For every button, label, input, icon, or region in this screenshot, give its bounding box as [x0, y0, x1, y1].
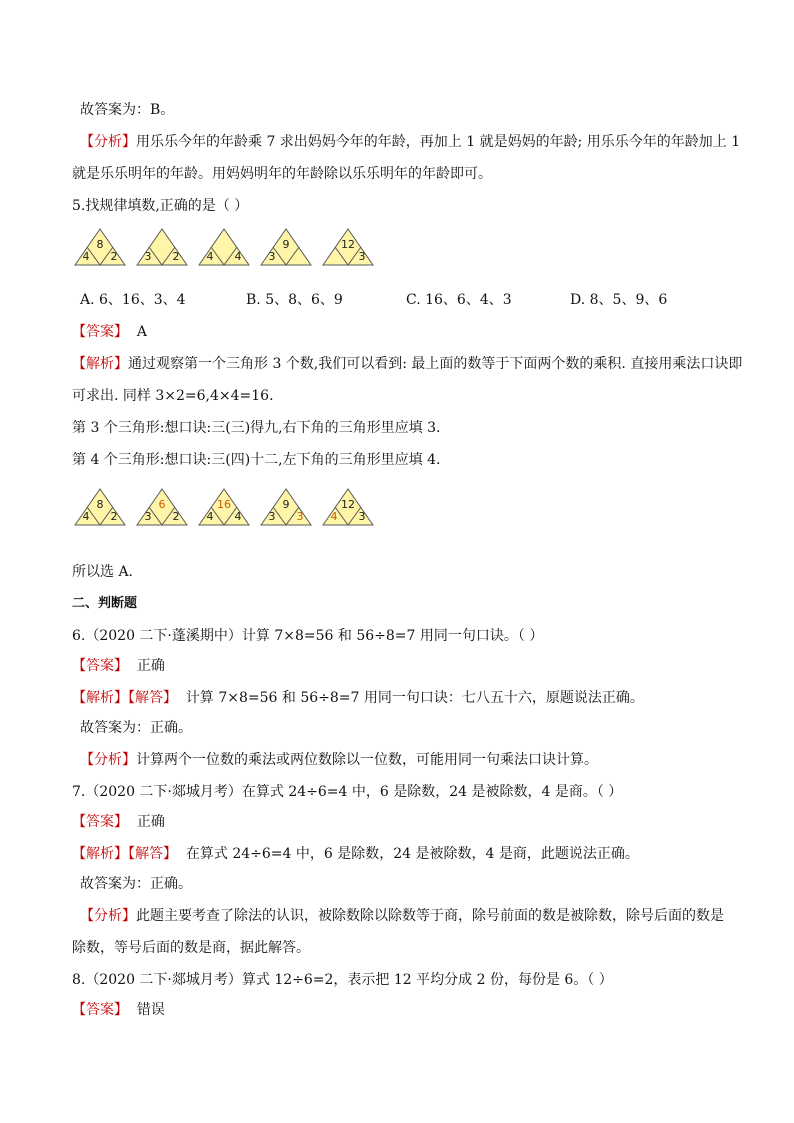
triangle-right-number: 4 — [234, 250, 242, 263]
section-heading: 二、判断题 — [72, 596, 138, 611]
analysis-6 — [80, 750, 734, 770]
triangle-left-number: 4 — [206, 510, 214, 523]
explanation-5 — [72, 354, 743, 374]
question-triangles — [72, 228, 432, 274]
triangle-left-number: 3 — [144, 510, 152, 523]
triangle-left-number: 4 — [206, 250, 214, 263]
answer-line: 故答案为：正确。 — [80, 876, 192, 892]
triangle-right-number: 3 — [358, 510, 366, 523]
explanation-text: 通过观察第一个三角形 3 个数,我们可以看到: 最上面的数等于下面两个数的乘积. 直接用乘法口诀即 — [128, 356, 743, 372]
explanation-5-cont: 可求出. 同样 3×2=6,4×4=16. — [72, 388, 274, 404]
triangle-right-number: 2 — [172, 250, 180, 263]
question-7: 7.（2020 二下·郯城月考）在算式 24÷6=4 中，6 是除数，24 是被除数，4 是商。（ ） — [72, 784, 623, 800]
answer-triangles — [72, 488, 432, 534]
analysis-text: 此题主要考查了除法的认识，被除数除以除数等于商，除号前面的数是被除数，除号后面的数是 — [136, 908, 724, 924]
triangle-right-number: 4 — [234, 510, 242, 523]
option-d: D. 8、5、9、6 — [570, 292, 668, 308]
answer-line: 故答案为：B。 — [80, 102, 175, 118]
triangle-top-number: 12 — [341, 498, 355, 511]
analysis-tag: 【分析】 — [80, 752, 136, 768]
explanation-5-line4: 第 4 个三角形:想口诀:三(四)十二,左下角的三角形里应填 4. — [72, 452, 441, 468]
analysis-7 — [80, 906, 734, 926]
answer-8 — [72, 1000, 734, 1020]
question-8: 8.（2020 二下·郯城月考）算式 12÷6=2，表示把 12 平均分成 2 份，每份是 6。（ ） — [72, 972, 613, 988]
answer-tag: 【答案】 — [72, 814, 128, 830]
question-triangle-3 — [198, 228, 250, 266]
triangle-right-number: 2 — [110, 510, 118, 523]
explanation-text: 计算 7×8=56 和 56÷8=7 用同一句口诀：七八五十六，原题说法正确。 — [185, 690, 644, 706]
conclusion-5: 所以选 A. — [72, 564, 134, 580]
answer-value: A — [136, 324, 148, 340]
option-a: A. 6、16、3、4 — [80, 292, 186, 308]
analysis-tag: 【分析】 — [80, 134, 136, 150]
triangle-left-number: 3 — [268, 510, 276, 523]
triangle-left-number: 4 — [82, 250, 90, 263]
question-5: 5.找规律填数,正确的是（ ） — [72, 198, 249, 214]
triangle-left-number: 4 — [330, 510, 338, 523]
triangle-top-number: 12 — [341, 238, 355, 251]
analysis-7-cont: 除数，等号后面的数是商，据此解答。 — [72, 940, 310, 956]
explanation-tag: 【解析】【解答】 — [72, 690, 177, 706]
triangle-top-number: 8 — [96, 238, 104, 251]
triangle-right-number: 3 — [358, 250, 366, 263]
question-triangle-2 — [136, 228, 188, 266]
answer-line: 故答案为：正确。 — [80, 720, 192, 736]
triangle-top-number: 9 — [282, 498, 290, 511]
question-triangle-1 — [74, 228, 126, 266]
triangle-left-number: 3 — [144, 250, 152, 263]
triangle-top-number: 8 — [96, 498, 104, 511]
triangle-top-number: 16 — [217, 498, 231, 511]
answer-tag: 【答案】 — [72, 1002, 128, 1018]
explanation-tag: 【解析】 — [72, 356, 128, 372]
triangle-left-number: 4 — [82, 510, 90, 523]
answer-7 — [72, 812, 734, 832]
explanation-5-line3: 第 3 个三角形:想口诀:三(三)得九,右下角的三角形里应填 3. — [72, 420, 441, 436]
analysis-paragraph — [80, 132, 741, 152]
answer-5 — [72, 322, 734, 342]
answer-triangle-2 — [136, 488, 188, 526]
explanation-6 — [72, 688, 734, 708]
answer-value: 错误 — [136, 1002, 165, 1018]
triangle-right-number: 2 — [110, 250, 118, 263]
explanation-7 — [72, 844, 734, 864]
analysis-text: 计算两个一位数的乘法或两位数除以一位数，可能用同一句乘法口诀计算。 — [136, 752, 598, 768]
question-6: 6.（2020 二下·蓬溪期中）计算 7×8=56 和 56÷8=7 用同一句口诀。（ ） — [72, 628, 544, 644]
explanation-text: 在算式 24÷6=4 中，6 是除数，24 是被除数，4 是商，此题说法正确。 — [185, 846, 639, 862]
triangle-top-number: 6 — [158, 498, 166, 511]
analysis-text: 用乐乐今年的年龄乘 7 求出妈妈今年的年龄，再加上 1 就是妈妈的年龄; 用乐乐今年的年龄加上 1 — [136, 134, 741, 150]
analysis-text-cont: 就是乐乐明年的年龄。用妈妈明年的年龄除以乐乐明年的年龄即可。 — [72, 166, 492, 182]
triangle-top-number: 9 — [282, 238, 290, 251]
option-b: B. 5、8、6、9 — [246, 292, 343, 308]
explanation-tag: 【解析】【解答】 — [72, 846, 177, 862]
question-triangle-5 — [322, 228, 374, 266]
analysis-tag: 【分析】 — [80, 908, 136, 924]
option-c: C. 16、6、4、3 — [406, 292, 512, 308]
answer-value: 正确 — [136, 814, 165, 830]
triangle-right-number: 2 — [172, 510, 180, 523]
answer-triangle-3 — [198, 488, 250, 526]
answer-triangle-4 — [260, 488, 312, 526]
answer-triangle-1 — [74, 488, 126, 526]
triangle-left-number: 3 — [268, 250, 276, 263]
question-triangle-4 — [260, 228, 312, 266]
answer-tag: 【答案】 — [72, 324, 128, 340]
answer-triangle-5 — [322, 488, 374, 526]
answer-value: 正确 — [136, 658, 165, 674]
answer-tag: 【答案】 — [72, 658, 128, 674]
triangle-right-number: 3 — [296, 510, 304, 523]
answer-6 — [72, 656, 734, 676]
